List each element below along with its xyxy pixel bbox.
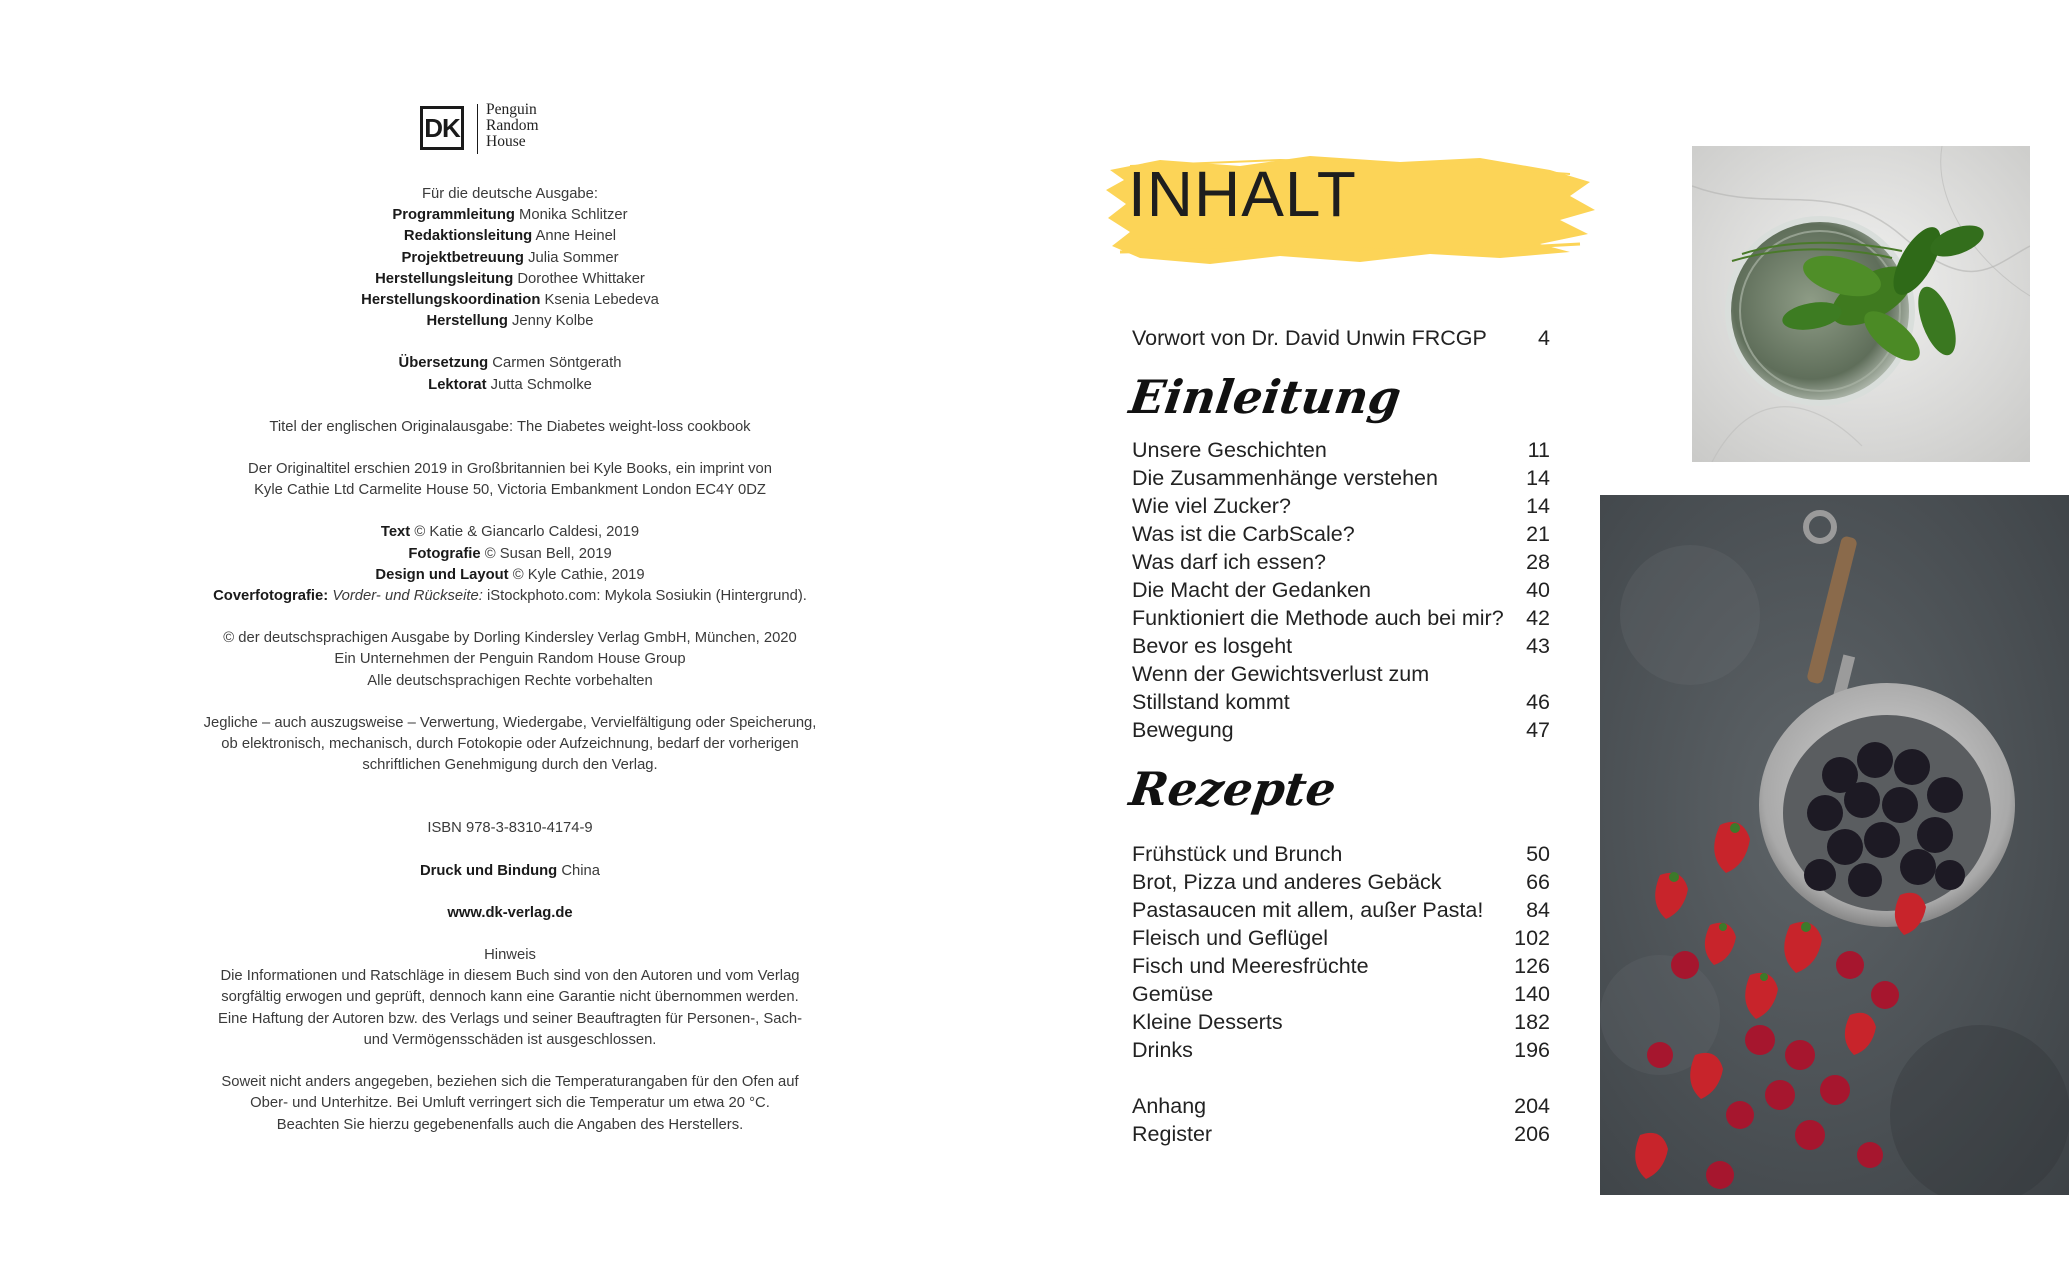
toc-entry[interactable]	[1132, 898, 1550, 926]
imprint-line: Redaktionsleitung Anne Heinel	[403, 228, 617, 245]
original-publication: Kyle Cathie Ltd Carmelite House 50, Victoria Embankment London EC4Y 0DZ	[254, 482, 766, 499]
toc-entry[interactable]	[1132, 662, 1550, 690]
toc-entry-page: 11	[1527, 438, 1550, 462]
toc-entry-title: Was ist die CarbScale?	[1132, 522, 1355, 546]
toc-entry[interactable]	[1132, 718, 1550, 746]
toc-entry[interactable]	[1132, 438, 1550, 466]
imprint-line: Programmleitung Monika Schlitzer	[392, 207, 628, 224]
toc-entry-title: Wie viel Zucker?	[1132, 494, 1291, 518]
imprint-line: Herstellung Jenny Kolbe	[426, 313, 594, 330]
copyright-line: Alle deutschsprachigen Rechte vorbehalten	[367, 672, 653, 689]
toc-entry[interactable]	[1132, 982, 1550, 1010]
toc-entry-title: Kleine Desserts	[1132, 1010, 1283, 1034]
website: www.dk-verlag.de	[447, 904, 573, 921]
toc-entry-page: 42	[1526, 606, 1550, 630]
toc-entry-page: 40	[1526, 578, 1550, 602]
imprint-line: Herstellungsleitung Dorothee Whittaker	[375, 270, 645, 287]
toc-entry-title: Brot, Pizza und anderes Gebäck	[1132, 870, 1442, 894]
wordmark-line: House	[486, 133, 526, 150]
rights-line: schriftlichen Genehmigung durch den Verlag.	[362, 757, 658, 774]
isbn: ISBN 978-3-8310-4174-9	[427, 820, 593, 837]
toc-entry[interactable]	[1132, 550, 1550, 578]
toc-entry-title: Wenn der Gewichtsverlust zum	[1132, 662, 1430, 686]
cover-photo-credit: Coverfotografie: Vorder- und Rückseite: iStockphoto.com: Mykola Sosiukin (Hintergrund).	[213, 588, 807, 605]
toc-title: INHALT	[1128, 158, 1357, 230]
toc-entry-page: 206	[1514, 1122, 1550, 1146]
toc-entry[interactable]	[1132, 842, 1550, 870]
toc-entry[interactable]	[1132, 466, 1550, 494]
toc-entry[interactable]	[1132, 1094, 1550, 1122]
print-line: Druck und Bindung China	[419, 862, 601, 879]
toc-entry-title: Bevor es losgeht	[1132, 634, 1293, 658]
toc-entry-page: 43	[1526, 634, 1550, 658]
logo-divider	[477, 104, 478, 154]
copyright-line: Ein Unternehmen der Penguin Random House Group	[334, 651, 686, 668]
toc-entry-page: 126	[1514, 954, 1550, 978]
toc-entry-page: 140	[1514, 982, 1550, 1006]
toc-entry[interactable]	[1132, 1122, 1550, 1150]
toc-entry-foreword[interactable]	[1132, 326, 1550, 354]
oven-note-line: Beachten Sie hierzu gegebenenfalls auch die Angaben des Herstellers.	[276, 1116, 744, 1133]
toc-entry[interactable]	[1132, 522, 1550, 550]
toc-entry-page: 4	[1538, 326, 1550, 350]
toc-entry[interactable]	[1132, 634, 1550, 662]
toc-entry[interactable]	[1132, 690, 1550, 718]
copyright-line: © der deutschsprachigen Ausgabe by Dorling Kindersley Verlag GmbH, München, 2020	[223, 630, 797, 647]
toc-entry-page: 84	[1526, 898, 1550, 922]
toc-entry[interactable]	[1132, 578, 1550, 606]
toc-entry[interactable]	[1132, 606, 1550, 634]
original-publication: Der Originaltitel erschien 2019 in Großbritannien bei Kyle Books, ein imprint von	[248, 461, 772, 478]
imprint-line: Herstellungskoordination Ksenia Lebedeva	[361, 292, 659, 309]
toc-entry-title: Anhang	[1132, 1094, 1207, 1118]
toc-entry[interactable]	[1132, 926, 1550, 954]
toc-entry-title: Register	[1132, 1122, 1213, 1146]
toc-entry-title: Fisch und Meeresfrüchte	[1132, 954, 1369, 978]
toc-entry-title: Frühstück und Brunch	[1132, 842, 1343, 866]
toc-entry-title: Fleisch und Geflügel	[1132, 926, 1328, 950]
toc-entry-page: 196	[1514, 1038, 1550, 1062]
toc-entry-title: Funktioniert die Methode auch bei mir?	[1132, 606, 1504, 630]
credit-line: Text © Katie & Giancarlo Caldesi, 2019	[380, 524, 640, 541]
dk-logo-mark: DK	[420, 106, 464, 150]
toc-entry[interactable]	[1132, 1010, 1550, 1038]
toc-entry-title: Was darf ich essen?	[1132, 550, 1326, 574]
basil-photo	[1692, 146, 2030, 462]
oven-note-line: Ober- und Unterhitze. Bei Umluft verringert sich die Temperatur um etwa 20 °C.	[250, 1095, 770, 1112]
berries-photo	[1600, 495, 2069, 1195]
credit-line: Fotografie © Susan Bell, 2019	[408, 545, 612, 562]
wordmark-line: Penguin	[486, 101, 537, 118]
section-heading-rezepte: Rezepte	[1126, 762, 1340, 816]
toc-entry-page: 50	[1526, 842, 1550, 866]
note-heading: Hinweis	[484, 947, 536, 964]
wordmark-line: Random	[486, 117, 539, 134]
toc-entry-page: 102	[1514, 926, 1550, 950]
note-line: sorgfältig erwogen und geprüft, dennoch kann eine Garantie nicht übernommen werden.	[221, 989, 799, 1006]
rights-line: Jegliche – auch auszugsweise – Verwertung, Wiedergabe, Vervielfältigung oder Speicherung,	[203, 714, 817, 731]
note-line: Die Informationen und Ratschläge in diesem Buch sind von den Autoren und vom Verlag	[220, 968, 800, 985]
toc-entry-page: 14	[1526, 494, 1550, 518]
toc-entry-title: Gemüse	[1132, 982, 1214, 1006]
toc-entry-page: 28	[1526, 550, 1550, 574]
imprint-line: Übersetzung Carmen Söntgerath	[398, 355, 622, 372]
imprint-text	[160, 184, 860, 1136]
toc-entry[interactable]	[1132, 494, 1550, 522]
toc-entry[interactable]	[1132, 954, 1550, 982]
toc-entry[interactable]	[1132, 870, 1550, 898]
toc-entry-title: Bewegung	[1132, 718, 1234, 742]
toc-entry-page: 66	[1526, 870, 1550, 894]
toc-entry-title: Die Macht der Gedanken	[1132, 578, 1372, 602]
credit-line: Design und Layout © Kyle Cathie, 2019	[375, 566, 645, 583]
toc-entry-page: 204	[1514, 1094, 1550, 1118]
toc-entry-title: Stillstand kommt	[1132, 690, 1290, 714]
imprint-line: Projektbetreuung Julia Sommer	[401, 249, 619, 266]
toc-entry-title: Vorwort von Dr. David Unwin FRCGP	[1132, 326, 1487, 350]
penguin-random-house-wordmark	[486, 102, 539, 150]
toc-entry-page: 14	[1526, 466, 1550, 490]
toc-entry-page: 182	[1514, 1010, 1550, 1034]
publisher-logo	[420, 101, 630, 164]
toc-entry-title: Unsere Geschichten	[1132, 438, 1327, 462]
note-line: Eine Haftung der Autoren bzw. des Verlags und seiner Beauftragten für Personen-, Sach-	[217, 1010, 802, 1027]
toc-entry-page: 21	[1526, 522, 1550, 546]
oven-note-line: Soweit nicht anders angegeben, beziehen sich die Temperaturangaben für den Ofen auf	[221, 1074, 799, 1091]
imprint-line: Lektorat Jutta Schmolke	[428, 376, 592, 393]
rights-line: ob elektronisch, mechanisch, durch Fotokopie oder Aufzeichnung, bedarf der vorherigen	[221, 736, 799, 753]
toc-entry-title: Die Zusammenhänge verstehen	[1132, 466, 1438, 490]
imprint-line: Für die deutsche Ausgabe:	[421, 186, 599, 202]
original-title: Titel der englischen Originalausgabe: The Diabetes weight-loss cookbook	[269, 418, 751, 435]
toc-entry-title: Pastasaucen mit allem, außer Pasta!	[1132, 898, 1484, 922]
toc-entry[interactable]	[1132, 1038, 1550, 1066]
toc-entry-page: 47	[1526, 718, 1550, 742]
section-heading-einleitung: Einleitung	[1126, 370, 1405, 424]
toc-entry-page: 46	[1526, 690, 1550, 714]
toc-entry-title: Drinks	[1132, 1038, 1193, 1062]
note-line: und Vermögensschäden ist ausgeschlossen.	[363, 1031, 657, 1048]
